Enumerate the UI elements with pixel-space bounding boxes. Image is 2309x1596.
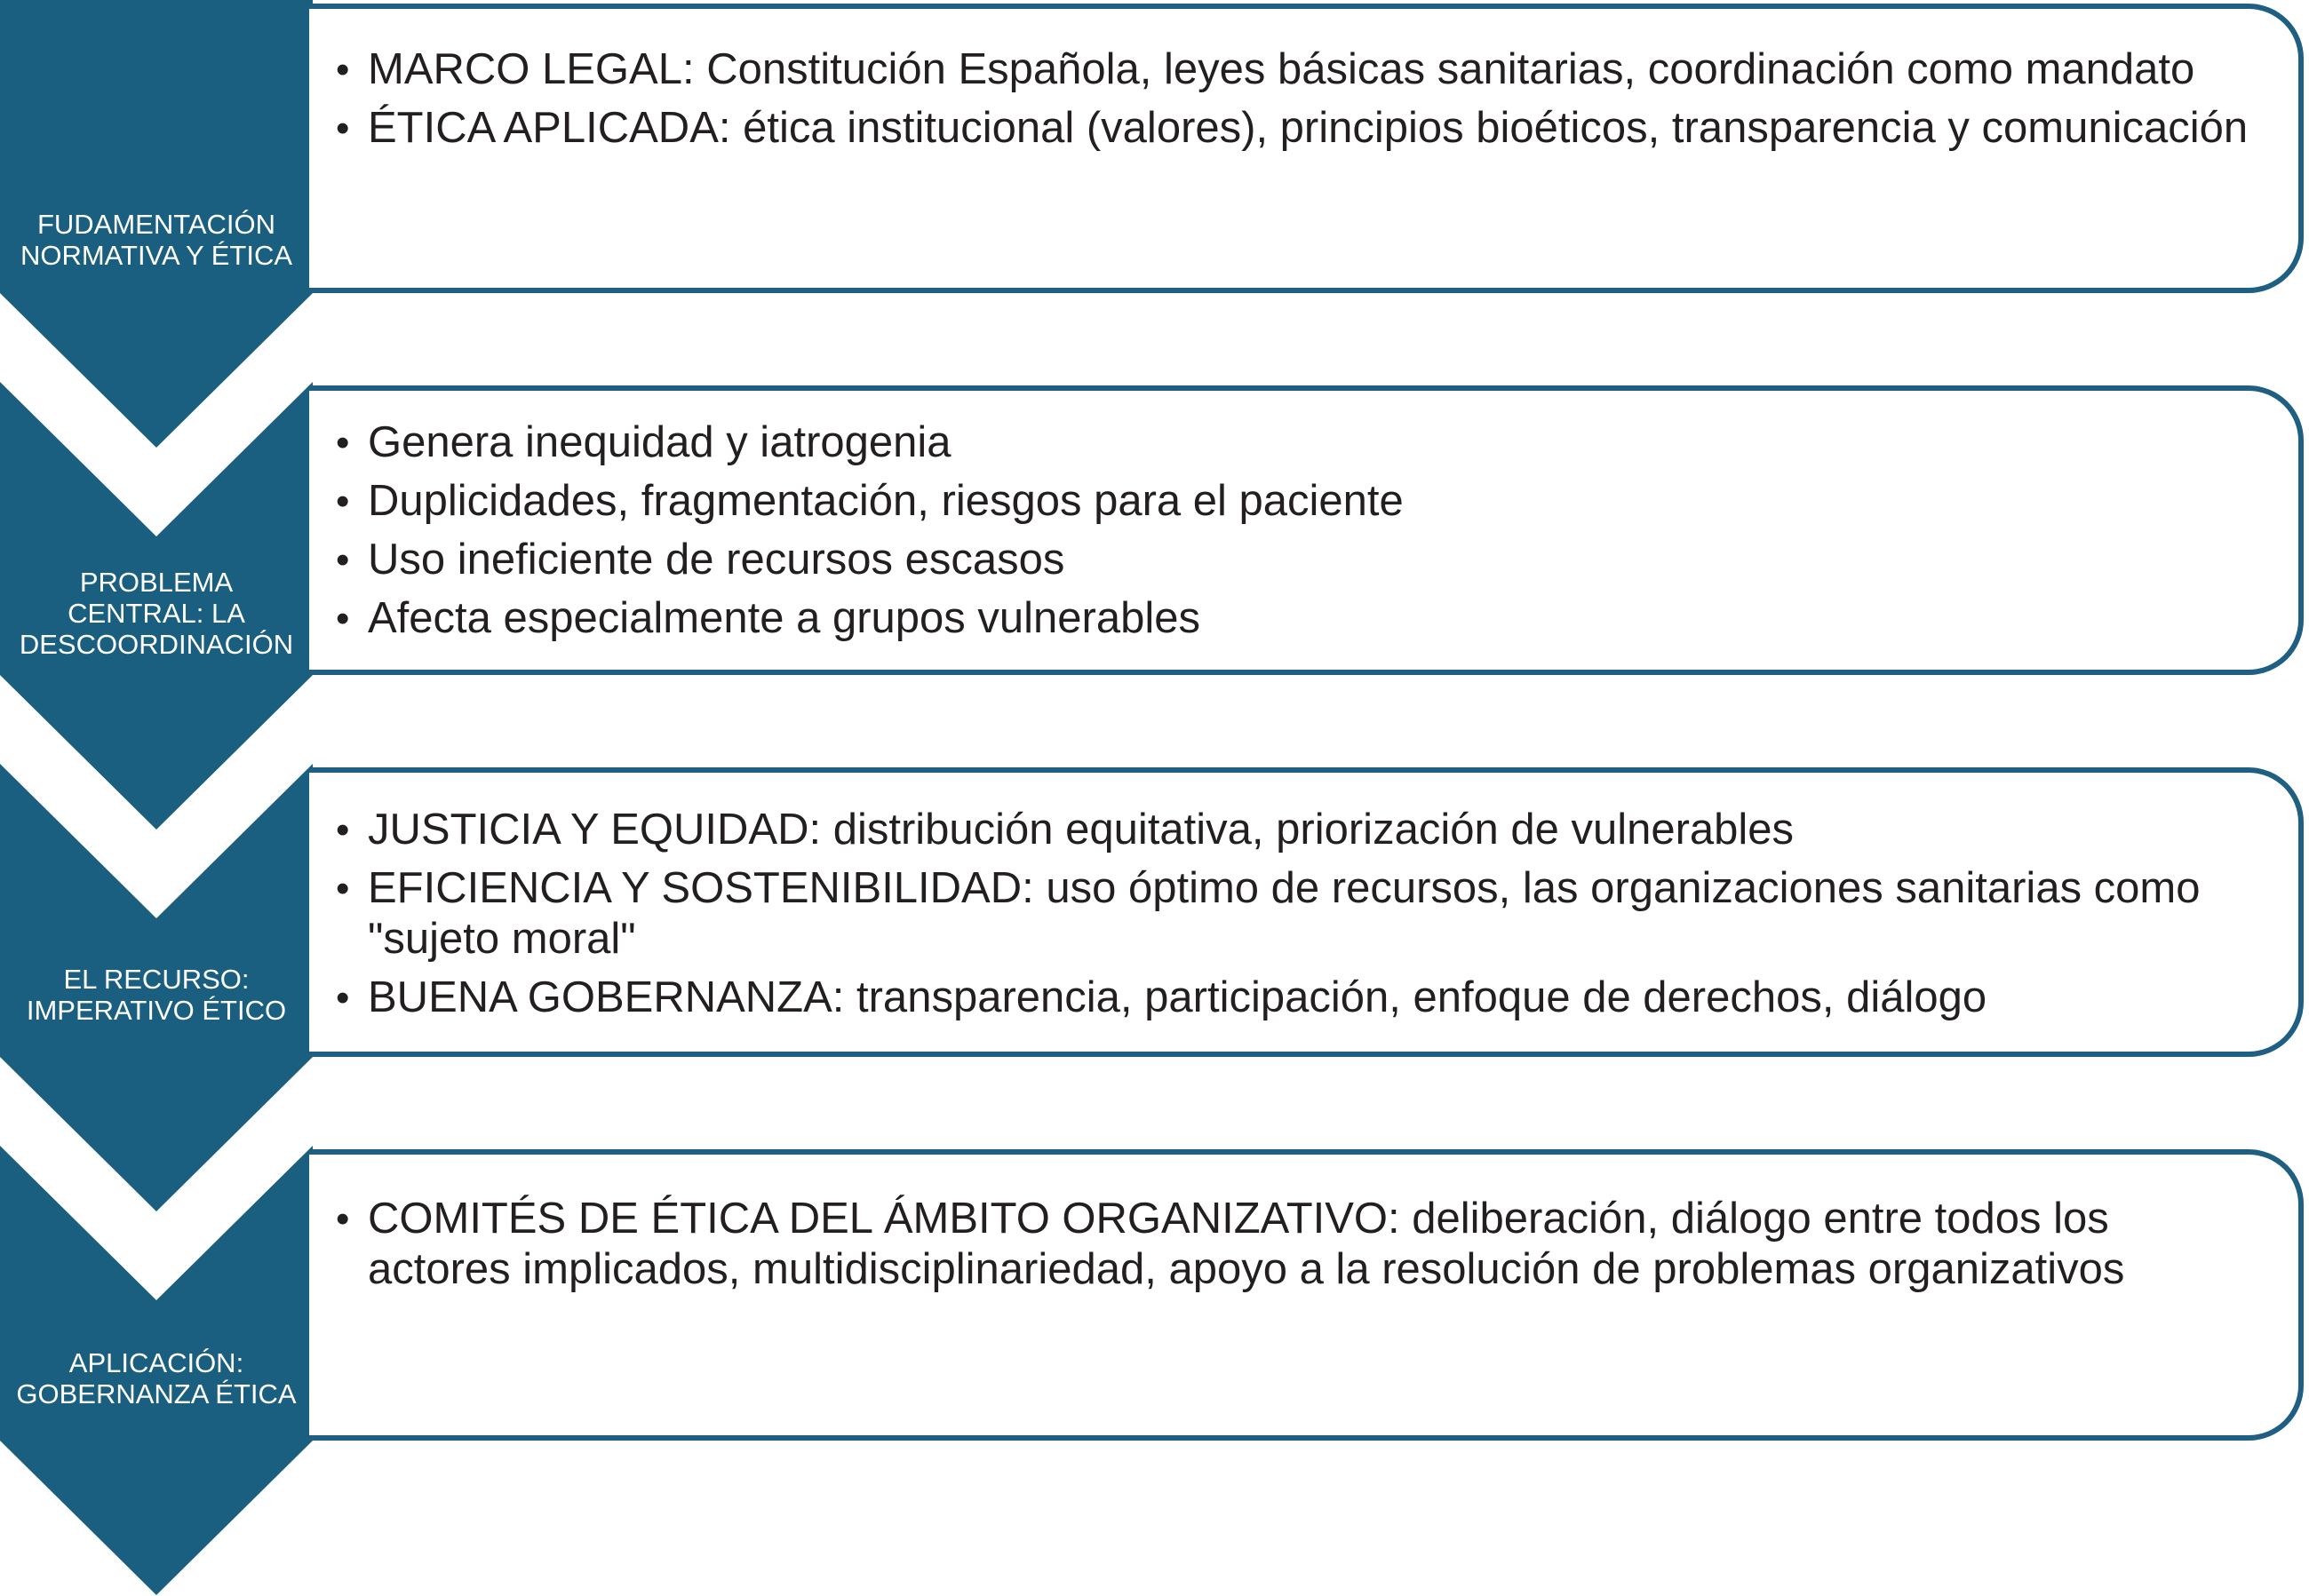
bullet-item: • JUSTICIA Y EQUIDAD: distribución equitativa, priorización de vulnerables <box>336 805 2263 855</box>
stage-box-1 <box>309 4 2304 293</box>
stage-label-line: DESCOORDINACIÓN <box>19 628 294 660</box>
stage-label-1 <box>0 169 313 311</box>
bullet-item: • MARCO LEGAL: Constitución Española, leyes básicas sanitarias, coordinación como mandato <box>336 44 2263 95</box>
stage-box-3 <box>309 767 2304 1057</box>
bullet-item: • EFICIENCIA Y SOSTENIBILIDAD: uso óptimo de recursos, las organizaciones sanitarias como "sujeto moral" <box>336 863 2263 965</box>
stage-label-line: CENTRAL: LA <box>68 597 245 629</box>
stage-label-line: EL RECURSO: <box>63 964 250 995</box>
bullet-item: • Afecta especialmente a grupos vulnerables <box>336 593 2263 644</box>
stage-label-4 <box>0 1307 313 1449</box>
stage-label-3 <box>0 924 313 1066</box>
stage-label-line: FUDAMENTACIÓN <box>36 209 276 240</box>
bullet-item: • Duplicidades, fragmentación, riesgos para el paciente <box>336 476 2263 527</box>
stage-label-line: GOBERNANZA ÉTICA <box>16 1378 297 1409</box>
bullet-item: • Uso ineficiente de recursos escasos <box>336 535 2263 585</box>
stage-box-4 <box>309 1149 2304 1441</box>
bullet-item: • Genera inequidad y iatrogenia <box>336 417 2263 468</box>
stage-label-line: NORMATIVA Y ÉTICA <box>20 240 293 271</box>
bullet-list <box>336 805 2263 1023</box>
stage-label-line: APLICACIÓN: <box>68 1347 244 1378</box>
stage-box-2 <box>309 385 2304 675</box>
bullet-item: • BUENA GOBERNANZA: transparencia, participación, enfoque de derechos, diálogo <box>336 973 2263 1023</box>
bullet-item: • COMITÉS DE ÉTICA DEL ÁMBITO ORGANIZATIVO: deliberación, diálogo entre todos los actores implicados, multidisciplinariedad, apoyo a la resolución de problemas organizativos <box>336 1194 2263 1295</box>
bullet-list <box>336 417 2263 644</box>
stage-label-line: IMPERATIVO ÉTICO <box>26 995 287 1026</box>
stage-label-line: PROBLEMA <box>79 566 234 598</box>
stage-label-2 <box>0 542 313 684</box>
bullet-list <box>336 1194 2263 1295</box>
bullet-item: • ÉTICA APLICADA: ética institucional (valores), principios bioéticos, transparencia y comunicación <box>336 103 2263 154</box>
bullet-list <box>336 44 2263 154</box>
